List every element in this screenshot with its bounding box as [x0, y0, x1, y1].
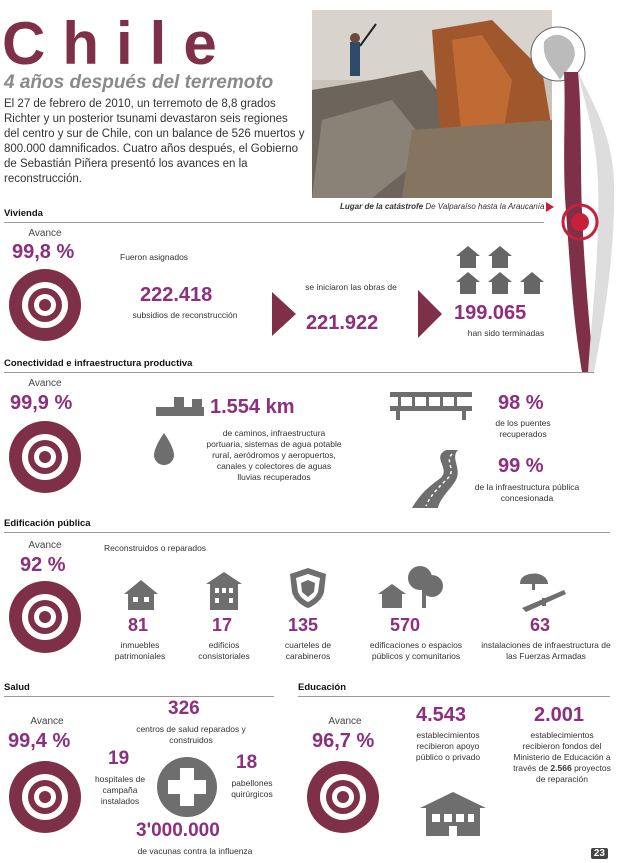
divider — [4, 532, 610, 533]
water-tap-icon — [152, 395, 208, 472]
avance-label: Avance — [28, 228, 62, 239]
divider — [4, 222, 544, 223]
section-salud: Salud — [4, 682, 30, 693]
apoyo-value: 4.543 — [416, 704, 467, 726]
road-icon — [410, 450, 466, 513]
edificacion-value: 81 — [128, 615, 149, 635]
centros-label: centros de salud reparados y construidos — [136, 724, 246, 745]
edificacion-label: edificios consistoriales — [198, 640, 250, 661]
military-icon — [518, 572, 570, 617]
target-icon — [306, 760, 380, 839]
km-label: de caminos, infraestructura portuaria, sistemas de agua potable rural, aeródromos y aeropuertos, canales y colectores de aguas lluvias recuperados — [206, 428, 342, 482]
fondos-text — [512, 730, 612, 785]
edificacion-label: instalaciones de infraestructura de las Fuerzas Armadas — [481, 640, 611, 661]
building-icon — [204, 570, 244, 617]
vacunas-label: de vacunas contra la influenza — [137, 846, 253, 856]
page-subtitle: 4 años después del terremoto — [4, 72, 274, 93]
section-vivienda: Vivienda — [4, 208, 43, 219]
edificacion-value: 570 — [390, 615, 421, 635]
avance-value: 99,8 % — [12, 241, 75, 263]
police-badge-icon — [288, 566, 328, 615]
divider — [4, 696, 274, 697]
edificacion-value: 135 — [288, 615, 319, 635]
arrow-right-icon — [418, 290, 442, 338]
vacunas-value: 3'000.000 — [136, 820, 220, 841]
avance-value: 96,7 % — [312, 730, 375, 752]
target-icon — [8, 580, 82, 659]
fondos-value: 2.001 — [534, 704, 585, 726]
hospitales-label: hospitales de campaña instalados — [94, 774, 146, 806]
avance-label: Avance — [28, 378, 62, 389]
houses-icon — [456, 244, 546, 301]
km-value: 1.554 km — [210, 396, 295, 418]
fondos-projects-value: 2.566 — [550, 763, 572, 773]
reconstruidos-label: Reconstruidos o reparados — [104, 543, 207, 553]
intro-paragraph: El 27 de febrero de 2010, un terremoto de 8,8 grados Richter y un posterior tsunami devastaron seis regiones del centro y sur de Chile, con un balance de 526 muertos y 800.000 damnificados. Cuatro años después, el Gobierno de Sebastián Piñera presentó los avances en la reconstrucción. — [4, 98, 305, 185]
avance-value: 92 % — [20, 554, 66, 576]
subsidios-label: subsidios de reconstrucción — [132, 310, 238, 320]
target-icon — [8, 760, 82, 839]
concesionada-value: 99 % — [498, 455, 544, 477]
apoyo-label: establecimientos recibieron apoyo público o privado — [415, 730, 481, 762]
subsidios-value: 222.418 — [140, 284, 213, 306]
map-caption-title: Lugar de la catástrofe — [340, 202, 424, 211]
concesionada-label: de la infraestructura pública concesionada — [474, 482, 580, 503]
terminadas-label: han sido terminadas — [467, 328, 545, 338]
pabellones-value: 18 — [236, 752, 258, 773]
fondos-label: establecimientos recibieron fondos del Ministerio de Educación a través de — [513, 730, 611, 773]
arrow-right-icon — [272, 292, 296, 336]
asignados-label: Fueron asignados — [120, 252, 189, 262]
school-icon — [418, 790, 488, 843]
edificacion-value: 63 — [530, 615, 551, 635]
map-caption-text: De Valparaíso hasta la Araucanía — [425, 202, 545, 211]
hospitales-value: 19 — [108, 748, 130, 769]
page-number: 23 — [591, 848, 608, 859]
medical-cross-icon — [156, 756, 218, 823]
pabellones-label: pabellones quirúrgicos — [231, 778, 273, 799]
terminadas-value: 199.065 — [454, 302, 527, 324]
community-icon — [378, 566, 444, 615]
map-pointer-arrow — [546, 202, 554, 212]
puentes-label: de los puentes recuperados — [495, 418, 551, 439]
obras-label: se iniciaron las obras de — [305, 282, 397, 292]
target-icon — [8, 420, 82, 499]
section-edificacion: Edificación pública — [4, 518, 91, 529]
fondos-projects-label: proyectos de reparación — [536, 763, 611, 784]
avance-label: Avance — [328, 716, 362, 727]
edificacion-value: 17 — [212, 615, 233, 635]
edificacion-label: inmuebles patrimoniales — [114, 640, 166, 661]
edificacion-label: edificaciones o espacios públicos y comunitarios — [369, 640, 463, 661]
page-title: Chile — [2, 10, 234, 77]
obras-value: 221.922 — [306, 312, 379, 334]
puentes-value: 98 % — [498, 392, 544, 414]
divider — [298, 696, 610, 697]
divider — [4, 372, 594, 373]
centros-value: 326 — [168, 698, 200, 719]
avance-value: 99,9 % — [10, 392, 73, 414]
section-conectividad: Conectividad e infraestructura productiva — [4, 358, 193, 369]
avance-label: Avance — [30, 716, 64, 727]
avance-value: 99,4 % — [8, 730, 71, 752]
avance-label: Avance — [28, 540, 62, 551]
target-icon — [8, 268, 82, 347]
edificacion-label: cuarteles de carabineros — [284, 640, 332, 661]
earthquake-photo — [312, 10, 552, 198]
house-icon — [122, 578, 160, 617]
section-educacion: Educación — [298, 682, 347, 693]
bridge-icon — [390, 388, 472, 425]
